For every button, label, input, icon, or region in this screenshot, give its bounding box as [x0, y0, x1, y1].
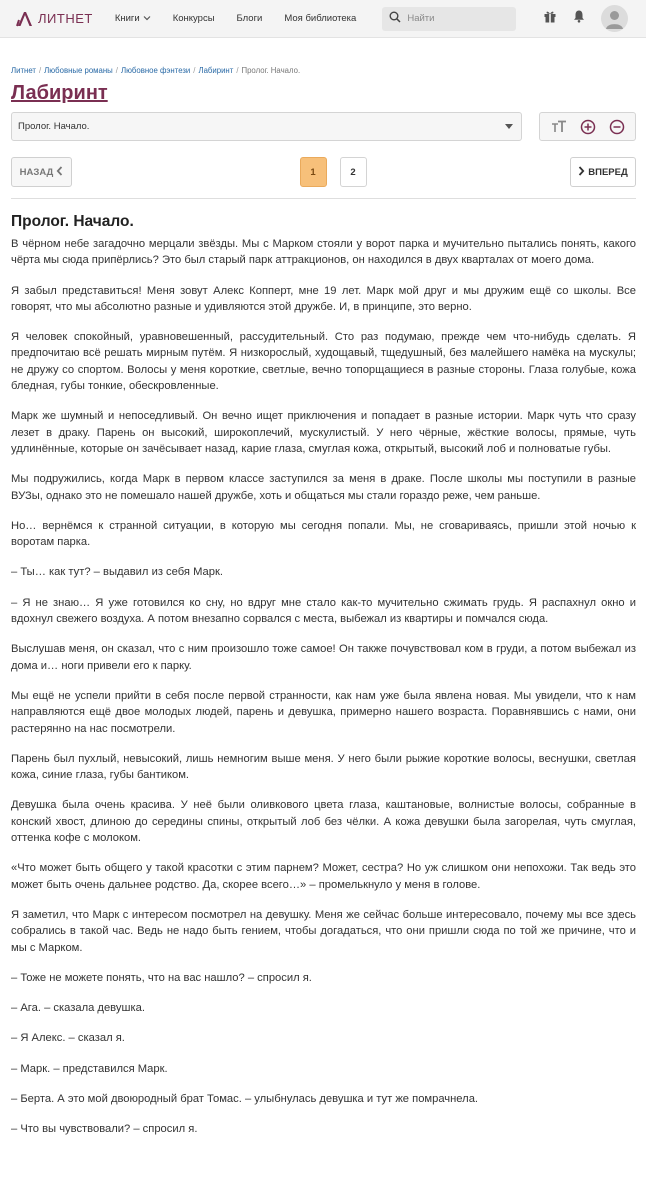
nav-contests[interactable]: Конкурсы — [172, 13, 215, 24]
forward-button[interactable] — [570, 157, 636, 187]
divider — [11, 198, 636, 199]
logo-icon — [16, 10, 34, 28]
paragraph: – Я Алекс. – сказал я. — [11, 1032, 125, 1045]
caret-down-icon — [505, 124, 513, 129]
paragraph: Девушка была очень красива. У неё были оливкового цвета глаза, каштановые, волнистые волосы, собранные в конский хвост, длиною до середины спины, открытый лоб без чёлки. А кожа девушки была загорелая, чуть смуглая, оттенка кофе с молоком. — [11, 799, 636, 845]
paragraph: – Что вы чувствовали? – спросил я. — [11, 1123, 198, 1136]
paragraph: – Берта. А это мой двоюродный брат Томас. – улыбнулась девушка и тут же помрачнела. — [11, 1092, 479, 1105]
chevron-down-icon — [143, 14, 151, 23]
site-logo[interactable] — [16, 10, 93, 28]
search-box[interactable] — [382, 7, 516, 31]
paragraph: Выслушав меня, он сказал, что с ним произошло тоже самое! Он также почувствовал ком в груди, а потом выбежал из дома и… ноги привели его к парку. — [11, 643, 636, 672]
back-button[interactable] — [11, 157, 72, 187]
breadcrumb-link-litnet[interactable]: Литнет — [11, 66, 36, 75]
back-label: НАЗАД — [19, 166, 54, 178]
forward-label: ВПЕРЕД — [588, 166, 628, 178]
paragraph: «Что может быть общего у такой красотки с этим парнем? Может, сестра? Но уж слишком они непохожи. Так ведь это может быть очень дальнее родство. Да, скорее всего…» – промелькнуло у меня в голове. — [11, 862, 636, 891]
reader-main — [0, 66, 646, 1138]
page-2-button[interactable]: 2 — [340, 157, 367, 187]
paragraph: В чёрном небе загадочно мерцали звёзды. Мы с Марком стояли у ворот парка и мучительно пытались понять, какого чёрта мы сюда припёрлись? Это был старый парк аттракционов, он находился в двух кварталах от моего дома. — [11, 238, 636, 267]
chapter-select-value: Пролог. Начало. — [18, 121, 90, 132]
paragraph: Я человек спокойный, уравновешенный, рассудительный. Сто раз подумаю, прежде чем что-нибудь сделать. Я предпочитаю всё решать мирным путём. Я низкорослый, худощавый, тщедушный, без малейшего намёка на мускулы; не дружу со спортом. Волосы у меня короткие, светлые, вечно топорщащиеся в разные стороны. Глаза голубые, кожа бледная, губы тонкие, обескровленные. — [11, 331, 636, 393]
paragraph: Мы подружились, когда Марк в первом классе заступился за меня в драке. После школы мы поступили в разные ВУЗы, однако это не помешало нашей дружбе, хоть и общаться мы стали гораздо реже, чем раньше. — [11, 473, 636, 502]
nav-books-label: Книги — [114, 13, 140, 24]
chapter-heading: Пролог. Начало. — [11, 213, 134, 230]
chevron-right-icon — [578, 166, 585, 179]
pagination — [11, 157, 636, 187]
gift-icon[interactable] — [543, 9, 557, 28]
nav-blogs[interactable]: Блоги — [236, 13, 263, 24]
chapter-toolbar — [11, 112, 636, 141]
logo-text: ЛИТНЕТ — [38, 11, 93, 26]
breadcrumb-link-romance[interactable]: Любовные романы — [44, 66, 113, 75]
paragraph: – Марк. – представился Марк. — [11, 1062, 168, 1075]
paragraph: Марк же шумный и непоседливый. Он вечно ищет приключения и попадает в разные истории. Марк чуть что сразу лезет в драку. Парень он высокий, широкоплечий, мускулистый. У него чёрные, жёсткие волосы, прямые, чуть удлинённые, которые он зачёсывает назад, карие глаза, смуглая кожа, открытый, высокий лоб и полноватые губы. — [11, 410, 636, 455]
chevron-left-icon — [56, 166, 63, 179]
paragraph: Но… вернёмся к странной ситуации, в которую мы сегодня попали. Мы, не сговариваясь, пришли этой ночью к воротам парка. — [11, 519, 636, 549]
paragraph: – Я не знаю… Я уже готовился ко сну, но вдруг мне стало как-то мучительно сжимать грудь. Я распахнул окно и вдохнул свежего воздуха. А потом внезапно сорвался с места, выбежал из квартиры и помчался сюда. — [11, 596, 636, 626]
search-icon — [389, 10, 401, 28]
breadcrumb-current: Пролог. Начало. — [241, 66, 301, 75]
paragraph: – Тоже не можете понять, что на вас нашло? – спросил я. — [11, 971, 312, 984]
search-input[interactable] — [407, 13, 507, 24]
paragraph: – Ты… как тут? – выдавил из себя Марк. — [11, 566, 223, 579]
zoom-out-icon[interactable] — [609, 119, 625, 135]
paragraph: Мы ещё не успели прийти в себя после первой странности, как нам уже была явлена новая. Мы увидели, что к нам направляются ещё двое молодых людей, парень и девушка, примерно нашего возраста. Поравнявшись с нами, они растерянно на нас посмотрели. — [11, 689, 636, 735]
paragraph: Парень был пухлый, невысокий, лишь немногим выше меня. У него были рыжие короткие волосы, веснушки, светлая кожа, синие глаза, губы бантиком. — [11, 752, 636, 782]
chapter-text — [11, 236, 636, 1138]
breadcrumb: Литнет / Любовные романы / Любовное фэнтези / Лабиринт / Пролог. Начало. — [11, 66, 301, 75]
chapter-select[interactable] — [11, 112, 522, 141]
avatar[interactable] — [601, 5, 628, 32]
paragraph: Я заметил, что Марк с интересом посмотрел на девушку. Меня же сейчас больше интересовало, почему мы все здесь собрались в такой час. Ведь не надо быть гением, чтобы догадаться, что они пришли сюда по той же причине, что и мы с Марком. — [11, 908, 636, 954]
page-numbers — [300, 157, 367, 187]
header-actions — [543, 5, 628, 32]
zoom-in-icon[interactable] — [580, 119, 596, 135]
breadcrumb-link-book[interactable]: Лабиринт — [198, 66, 234, 75]
breadcrumb-link-romantic-fantasy[interactable]: Любовное фэнтези — [120, 66, 191, 75]
paragraph: – Ага. – сказала девушка. — [11, 1002, 145, 1015]
book-title[interactable]: Лабиринт — [11, 82, 108, 104]
paragraph: Я забыл представиться! Меня зовут Алекс Копперт, мне 19 лет. Марк мой друг и мы дружим ещё со школы. Все говорят, что мы абсолютно разные и удивляются этой дружбе. И, в принципе, это верно. — [11, 284, 636, 313]
nav-my-library[interactable]: Моя библиотека — [284, 13, 357, 24]
font-size-icon[interactable] — [551, 120, 567, 134]
font-tools — [539, 112, 636, 141]
page-1-button[interactable]: 1 — [300, 157, 327, 187]
site-header — [0, 0, 646, 38]
main-nav — [115, 13, 379, 24]
bell-icon[interactable] — [573, 9, 585, 28]
nav-books[interactable] — [115, 13, 151, 24]
